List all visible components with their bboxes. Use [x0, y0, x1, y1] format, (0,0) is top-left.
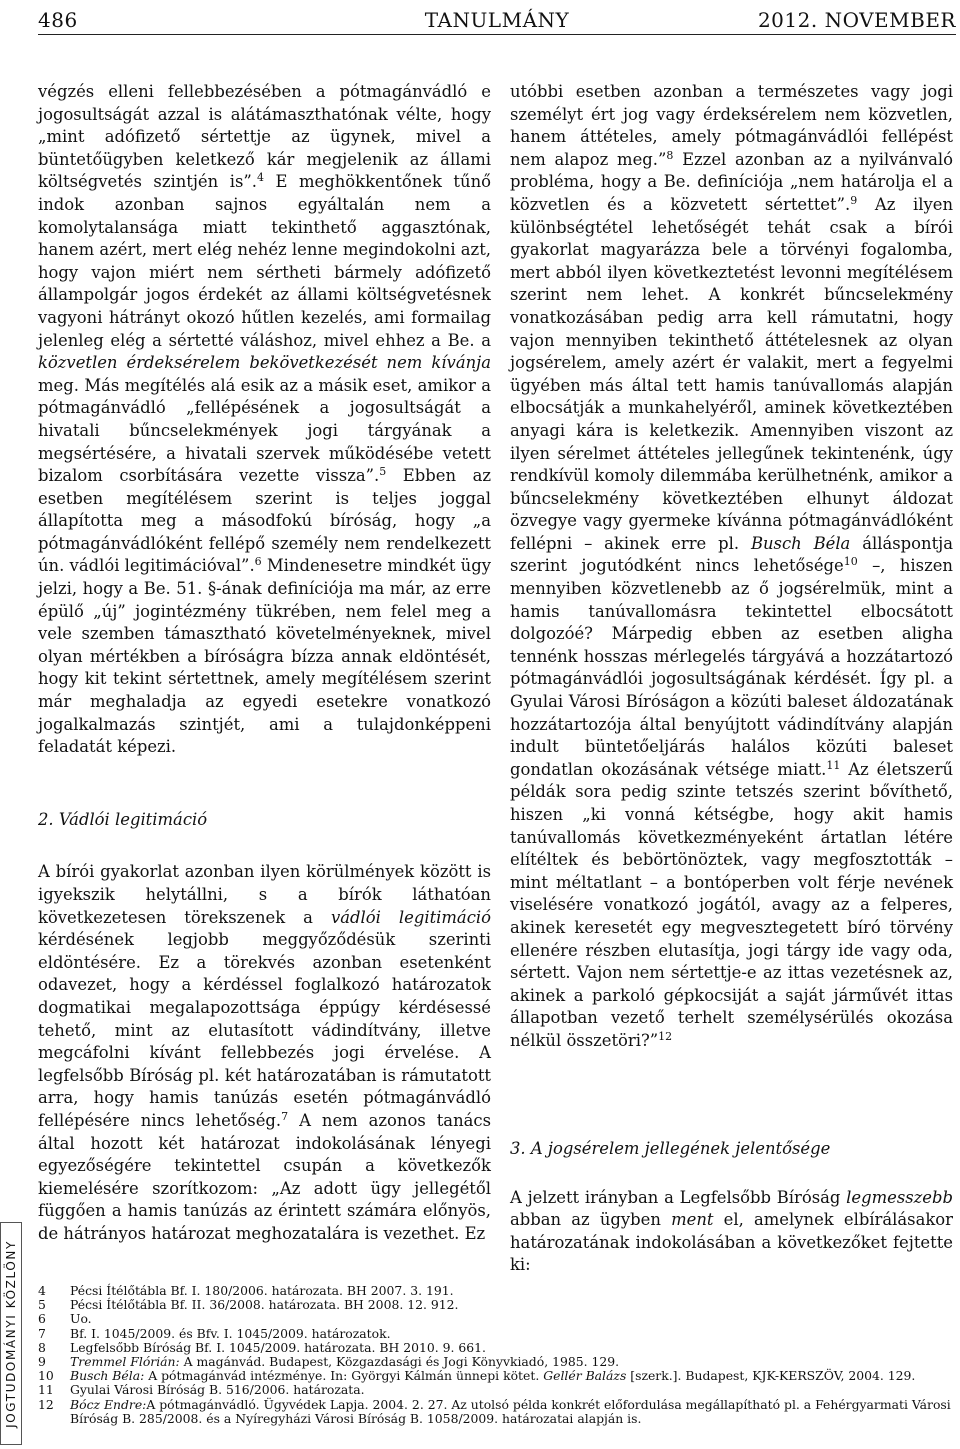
footnote-ref: 4 [256, 171, 264, 185]
section-title: TANULMÁNY [424, 8, 570, 32]
footnote: 6 Uo. [38, 1311, 92, 1327]
issue-date: 2012. NOVEMBER [757, 8, 956, 32]
footnote: 11 Gyulai Városi Bíróság B. 516/2006. határozata. [38, 1382, 365, 1398]
footnote-ref: 11 [826, 758, 841, 772]
footnote: 9 Tremmel Flórián: A magánvád. Budapest, Közgazdasági és Jogi Könyvkiadó, 1985. 129. [38, 1354, 620, 1370]
footnote-ref: 6 [254, 555, 262, 569]
right-column-lower [510, 1138, 953, 1277]
footnote: 4 Pécsi Ítélőtábla Bf. I. 180/2006. határozata. BH 2007. 3. 191. [38, 1283, 454, 1298]
footnotes [38, 1284, 956, 1426]
footnote: 12 Bócz Endre:A pótmagánvádló. Ügyvédek Lapja. 2004. 2. 27. Az utolsó példa konkrét előfordulása megállapítható pl. a Fehérgyarmati Városi Bíróság B. 285/2008. és a Nyíregyházi Városi Bíróság B. 1058/2009. határozatai alapján is. [38, 1396, 951, 1426]
journal-name: JOGTUDOMÁNYI KÖZLÖNY [4, 1239, 18, 1428]
left-column [38, 81, 491, 1246]
footnote-ref: 12 [658, 1029, 673, 1043]
footnote-ref: 9 [850, 193, 858, 207]
page-number: 486 [38, 8, 78, 32]
footnote: 5 Pécsi Ítélőtábla Bf. II. 36/2008. határozata. BH 2008. 12. 912. [38, 1297, 459, 1313]
paragraph: utóbbi esetben azonban a természetes vagy jogi személyt ért jog vagy érdeksérelem nem közvetlen, hanem áttételes, amely pótmagánvádlói fellépést nem alapoz meg.”$^8$ Ezzel azonban az a nyilvánvaló probléma, hogy a Be. definíciója „nem határolja el a közvetlen és a közvetett sértettet”.$^9$ Az ilyen különbségtétel lehetőségét tehát csak a bírói gyakorlat magyarázza bele a törvényi fogalomba, mert abból ilyen következtetést levonni megítélésem szerint nem lehet. A konkrét bűncselekmény vonatkozásában pedig arra kell rámutatni, hogy vajon mennyiben tekinthető áttételesnek az olyan jogsérelem, amely azért ér valakit, mert a fegyelmi ügyében más által tett hamis tanúvallomás alapján elbocsátják a munkahelyéről, aminek következtében anyagi kára is keletkezik. Amennyiben viszont az ilyen sérelmet áttételes jellegűnek tekintenénk, úgy rendkívül komoly dilemmába kerülhetnénk, amikor a bűncselekmény következtében elhunyt áldozat özvegye vagy gyermeke kívánna pótmagánvádlóként fellépni – akinek erre pl. Busch Béla álláspontja szerint jogutódként nincs lehetősége$^{10}$ –, hiszen mennyiben közvetlenebb az ő jogsérelmük, mint a hamis tanúvallomásra tekintettel elbocsátott dolgozóé? Márpedig ebben az esetben aligha tennénk hosszas mérlegelés tárgyává a hozzátartozó pótmagánvádlói jogosultságának kérdését. Így pl. a Gyulai Városi Bíróságon a közúti baleset áldozatának hozzátartozója által benyújtott vádindítvány alapján indult büntetőeljárás halálos közúti baleset gondatlan okozásának vétsége miatt.$^{11}$ Az életszerű példák sora pedig szinte tetszés szerint bővíthető, hiszen „ki vonná kétségbe, hogy akit hamis tanúvallomás következményeként ártatlan létére elítéltek és bebörtönöztek, vagy megfosztották – mint méltatlant – a bontóperben volt férje nevének viselésére vonatkozó jogától, avagy az a felperes, akinek keresetét egy megvesztegetett bíró törvény ellenére részben elutasítja, jogi tárgy ide vagy oda, sértett. Vajon nem sértettje-e az ittas vezetésnek az, akinek a parkoló gépkocsiját a saját járművét ittas állapotban vezető terhelt személysérülés okozása nélkül összetöri?”$^{12}$ [510, 82, 954, 1050]
footnote-ref: 8 [666, 148, 674, 162]
section-heading: 3. A jogsérelem jellegének jelentősége [510, 1139, 831, 1158]
journal-sidebar [0, 1222, 22, 1445]
footnote: 7 Bf. I. 1045/2009. és Bfv. I. 1045/2009. határozatok. [38, 1325, 391, 1341]
paragraph: A jelzett irányban a Legfelsőbb Bíróság legmesszebb abban az ügyben ment el, amelynek elbírálásakor határozatának indokolásában a következőket fejtette ki: [510, 1187, 953, 1275]
paragraph: A bírói gyakorlat azonban ilyen körülmények között is igyekszik helytállni, s a bírók láthatóan következetesen törekszenek a vádlói legitimáció kérdésének legjobb meggyőződésük szerinti eldöntésére. Ez a törekvés azonban esetenként odavezet, hogy a kérdéssel foglalkozó határozatok dogmatikai megalapozottsága éppúgy kérdésessé tehető, mint az elutasított vádindítvány, illetve megcáfolni kívánt fellebbezés jogi érvelése. A legfelsőbb Bíróság pl. két határozatában is rámutatott arra, hogy hamis tanúzás esetén pótmagánvádló fellépésére nincs lehetőség.$^7$ A nem azonos tanács által hozott két határozat indokolásának lényegi egyezőségére tekintettel csupán a következők kiemelésére szorítkozom: „Az adott ügy jellegétől függően a hamis tanúzás az érintett számára előnyös, de hátrányos határozat meghozatalára is vezethet. Ez [38, 862, 491, 1243]
footnote: 10 Busch Béla: A pótmagánvád intézménye. In: Györgyi Kálmán ünnepi kötet. Gellér Balázs [szerk.]. Budapest, KJK-KERSZÖV, 2004. 129. [38, 1368, 916, 1384]
footnote: 8 Legfelsőbb Bíróság Bf. I. 1045/2009. határozata. BH 2010. 9. 661. [38, 1339, 486, 1355]
paragraph: végzés elleni fellebbezésében a pótmagánvádló e jogosultságát azzal is alátámaszthatónak vélte, hogy „mint adófizető sértettje az ügynek, mivel a büntetőügyben keletkező kár megjelenik az állami költségvetés szintjén is”.$^4$ E meghökkentőnek tűnő indok azonban sajnos egyáltalán nem a komolytalansága miatt tekinthető aggasztónak, hanem azért, mert elég nehéz lenne megindokolni azt, hogy vajon miért nem sértheti bármely adófizető állampolgár jogos érdekét az állami költségvetésnek vagyoni hátrányt okozó hűtlen kezelés, ami formailag jelenleg elég a sértetté váláshoz, mivel ehhez a Be. a közvetlen érdeksérelem bekövetkezését nem kívánja meg. Más megítélés alá esik az a másik eset, amikor a pótmagánvádló „fellépésének a jogosultságát a hivatali bűncselekmények jogi tárgyának a megsértésére, a hivatali szervek működésébe vetett bizalom csorbítására vezette vissza”.$^5$ Ebben az esetben megítélésem szerint is teljes joggal állapította meg a másodfokú bíróság, hogy „a pótmagánvádlóként fellépő személy nem rendelkezett ún. vádlói legitimációval”.$^6$ Mindenesetre mindkét ügy jelzi, hogy a Be. 51. §-ának definíciója ma már, az erre épülő „új” jogintézmény tükrében, nem felel meg a vele szemben támasztható követelményeknek, mivel olyan mértékben a bíróságra bízza annak eldöntését, hogy kit tekint sértettnek, amely megítélésem szerint már meghaladja az egyedi esetekre vonatkozó jogalkalmazás szintjét, ami a tulajdonképpeni feladatát képezi. [38, 82, 491, 757]
header-rule [38, 34, 956, 35]
footnote-ref: 10 [843, 555, 858, 569]
footnote-ref: 5 [379, 465, 387, 479]
page-header [38, 4, 956, 34]
section-heading: 2. Vádlói legitimáció [38, 809, 208, 829]
footnote-ref: 7 [281, 1109, 289, 1123]
right-column [510, 81, 953, 1053]
